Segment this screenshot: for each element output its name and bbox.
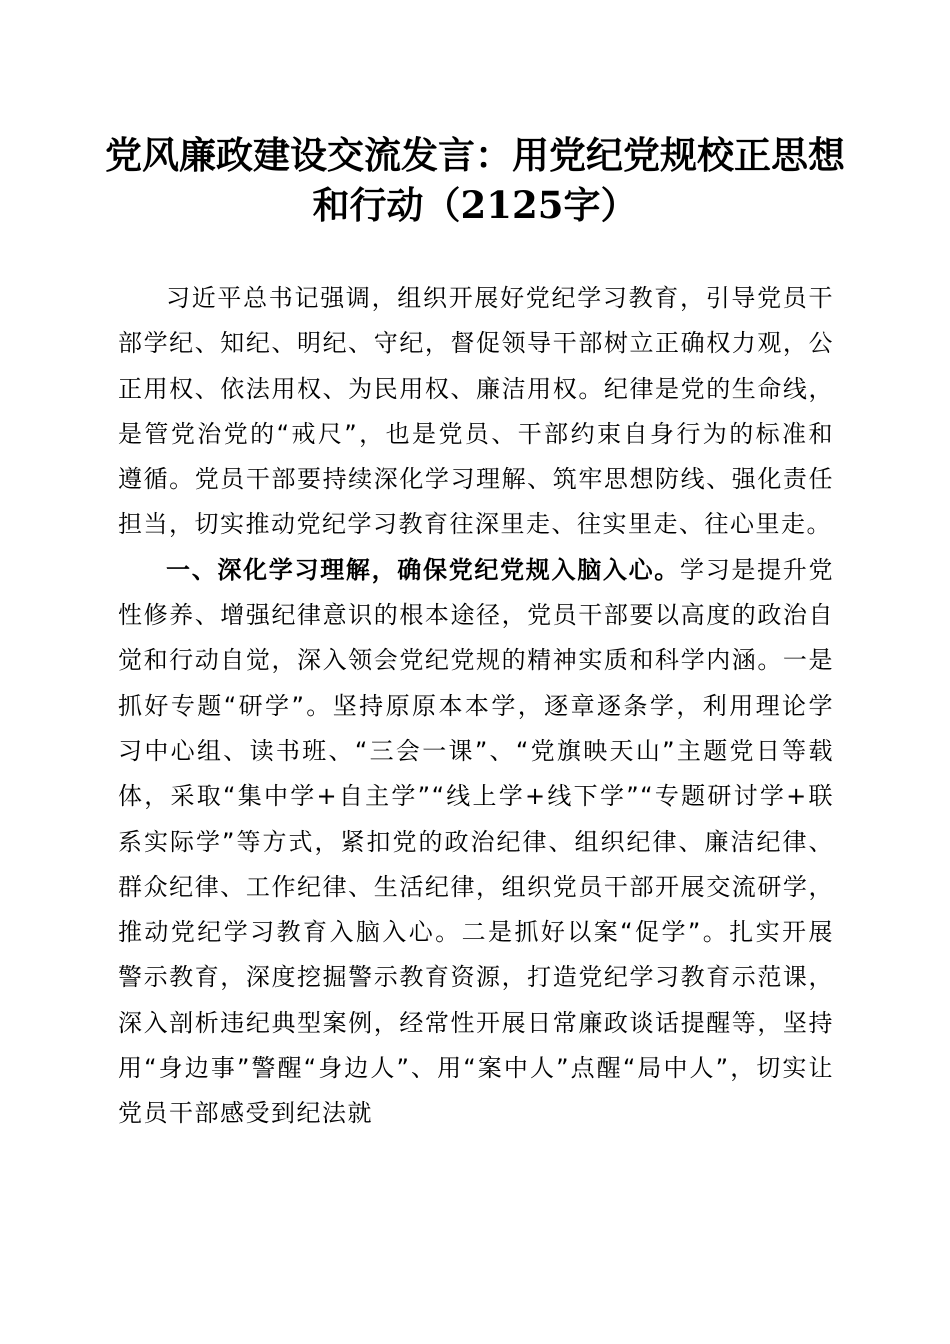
document-title [100,130,850,230]
paragraph-intro [118,276,834,548]
document-body [118,276,834,1137]
paragraph-intro-text: 习近平总书记强调，组织开展好党纪学习教育，引导党员干部学纪、知纪、明纪、守纪，督促领导干部树立正确权力观，公正用权、依法用权、为民用权、廉洁用权。纪律是党的生命线，是管党治党的“戒尺”，也是党员、干部约束自身行为的标准和遵循。党员干部要持续深化学习理解、筑牢思想防线、强化责任担当，切实推动党纪学习教育往深里走、往实里走、往心里走。 [118,284,834,539]
section-1-text: 学习是提升党性修养、增强纪律意识的根本途径，党员干部要以高度的政治自觉和行动自觉，深入领会党纪党规的精神实质和科学内涵。一是抓好专题“研学”。坚持原原本本学，逐章逐条学，利用理论学习中心组、读书班、“三会一课”、“党旗映天山”主题党日等载体，采取“集中学+自主学”“线上学+线下学”“专题研讨学+联系实际学”等方式，紧扣党的政治纪律、组织纪律、廉洁纪律、群众纪律、工作纪律、生活纪律，组织党员干部开展交流研学，推动党纪学习教育入脑入心。二是抓好以案“促学”。扎实开展警示教育，深度挖掘警示教育资源，打造党纪学习教育示范课，深入剖析违纪典型案例，经常性开展日常廉政谈话提醒等，坚持用“身边事”警醒“身边人”、用“案中人”点醒“局中人”，切实让党员干部感受到纪法就 [118,555,834,1128]
paragraph-section-1 [118,548,834,1137]
title-line-2: 和行动（2125字） [312,183,638,227]
title-line-1: 党风廉政建设交流发言：用党纪党规校正思想 [105,133,845,177]
section-1-heading: 一、深化学习理解，确保党纪党规入脑入心。 [166,555,680,584]
